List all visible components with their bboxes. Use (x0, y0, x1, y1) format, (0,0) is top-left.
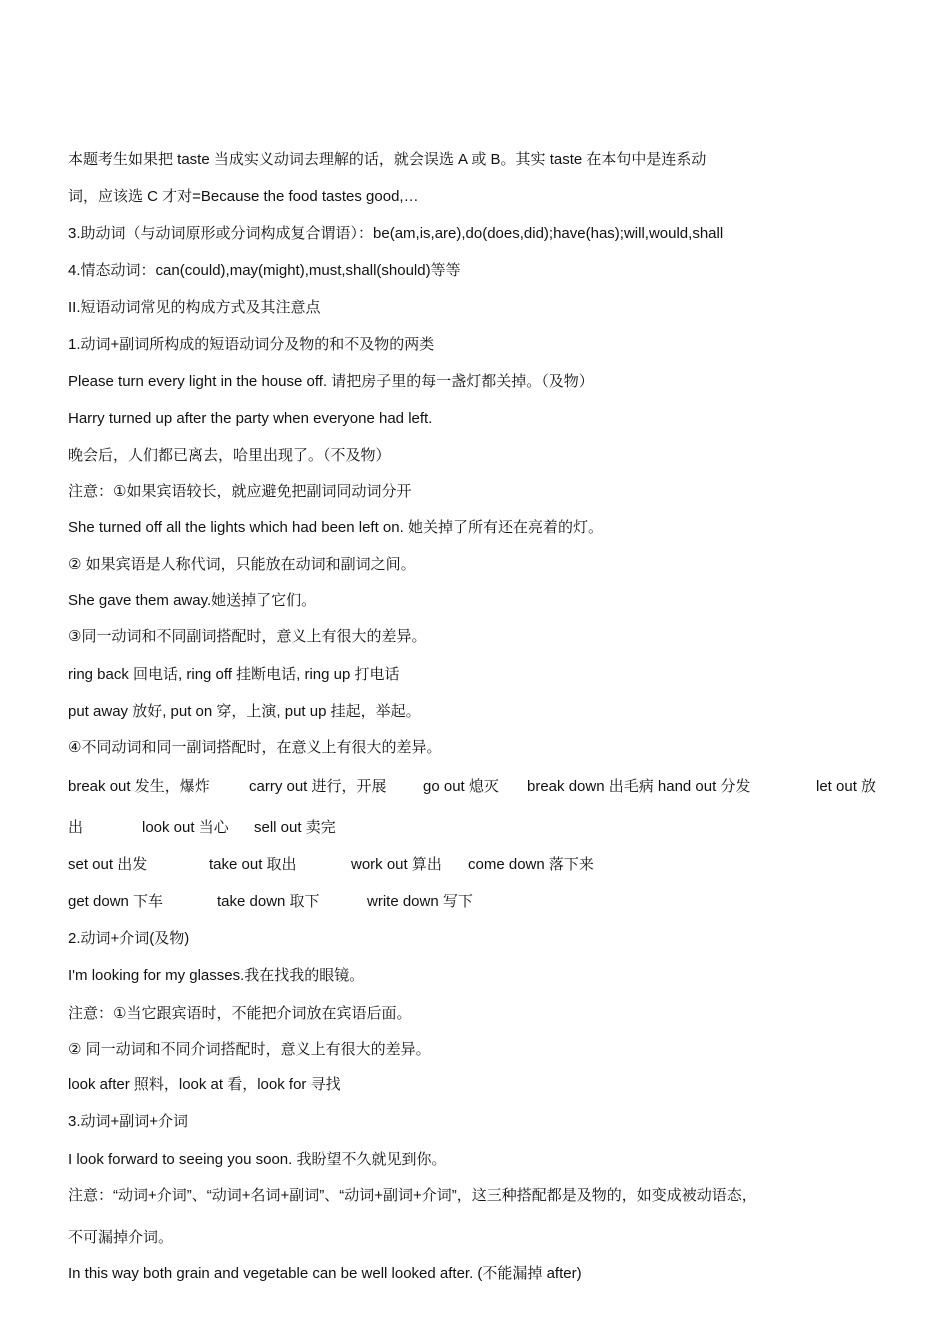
text-line-16: put away 放好, put on 穿，上演, put up 挂起，举起。 (68, 703, 421, 720)
text-line-29: 注意：“动词+介词”、“动词+名词+副词”、“动词+副词+介词”，这三种搭配都是及物的，如变成被动语态， (68, 1187, 757, 1204)
phrase-item: break down 出毛病 hand out 分发 (527, 778, 751, 795)
text-line-26: look after 照料，look at 看，look for 寻找 (68, 1076, 341, 1093)
phrase-item: come down 落下来 (468, 856, 594, 873)
text-line-7: Please turn every light in the house off. 请把房子里的每一盏灯都关掉。（及物） (68, 373, 594, 390)
phrase-item: take out 取出 (209, 856, 297, 873)
phrase-item: write down 写下 (367, 893, 473, 910)
phrase-item: sell out 卖完 (254, 819, 336, 836)
text-line-4: 4.情态动词：can(could),may(might),must,shall(should)等等 (68, 262, 461, 279)
text-line-22: 2.动词+介词(及物) (68, 930, 190, 947)
text-line-9: 晚会后，人们都已离去，哈里出现了。（不及物） (68, 447, 391, 464)
text-line-24: 注意：①当它跟宾语时，不能把介词放在宾语后面。 (68, 1005, 412, 1022)
text-line-30: 不可漏掉介词。 (68, 1229, 174, 1246)
phrase-item: take down 取下 (217, 893, 320, 910)
text-line-17: ④不同动词和同一副词搭配时，在意义上有很大的差异。 (68, 739, 442, 756)
text-line-12: ② 如果宾语是人称代词，只能放在动词和副词之间。 (68, 556, 416, 573)
text-line-1: 本题考生如果把 taste 当成实义动词去理解的话，就会误选 A 或 B。其实 taste 在本句中是连系动 (68, 151, 707, 168)
phrase-item: look out 当心 (142, 819, 229, 836)
phrase-item: 出 (68, 819, 84, 836)
text-line-6: 1.动词+副词所构成的短语动词分及物的和不及物的两类 (68, 336, 435, 353)
text-line-27: 3.动词+副词+介词 (68, 1113, 189, 1130)
phrase-item: go out 熄灭 (423, 778, 499, 795)
text-line-10: 注意：①如果宾语较长，就应避免把副词同动词分开 (68, 483, 412, 500)
phrase-item: set out 出发 (68, 856, 148, 873)
phrase-item: break out 发生，爆炸 (68, 778, 210, 795)
phrase-item: work out 算出 (351, 856, 442, 873)
text-line-13: She gave them away.她送掉了它们。 (68, 592, 317, 609)
phrase-item: let out 放 (816, 778, 877, 795)
text-line-11: She turned off all the lights which had been left on. 她关掉了所有还在亮着的灯。 (68, 519, 603, 536)
text-line-2: 词，应该选 C 才对=Because the food tastes good,… (68, 188, 419, 205)
text-line-23: I'm looking for my glasses.我在找我的眼镜。 (68, 967, 365, 984)
text-line-28: I look forward to seeing you soon. 我盼望不久就见到你。 (68, 1151, 447, 1168)
phrase-item: carry out 进行，开展 (249, 778, 387, 795)
text-line-15: ring back 回电话, ring off 挂断电话, ring up 打电话 (68, 666, 400, 683)
text-line-8: Harry turned up after the party when everyone had left. (68, 410, 433, 427)
text-line-25: ② 同一动词和不同介词搭配时，意义上有很大的差异。 (68, 1041, 431, 1058)
section-heading-phrasal-verbs: II.短语动词常见的构成方式及其注意点 (68, 299, 321, 316)
text-line-3: 3.助动词（与动词原形或分词构成复合谓语）：be(am,is,are),do(does,did);have(has);will,would,shall (68, 225, 724, 242)
text-line-14: ③同一动词和不同副词搭配时，意义上有很大的差异。 (68, 628, 427, 645)
phrase-item: get down 下车 (68, 893, 164, 910)
text-line-31: In this way both grain and vegetable can be well looked after. (不能漏掉 after) (68, 1265, 582, 1282)
